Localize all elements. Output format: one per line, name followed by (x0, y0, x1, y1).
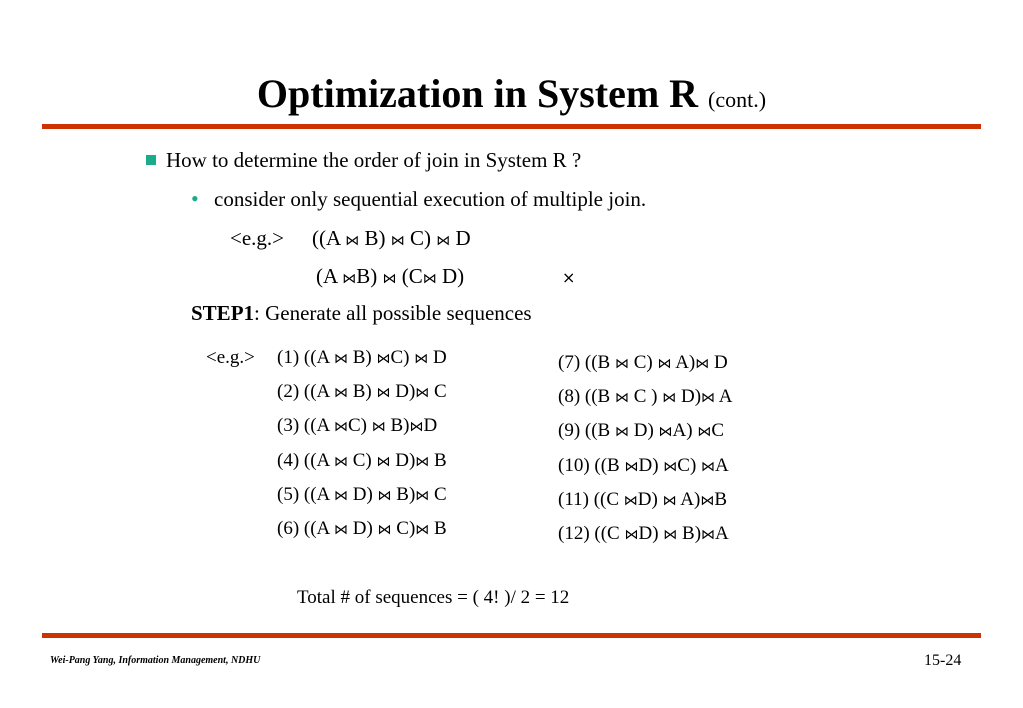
example-label: <e.g.> (230, 226, 285, 250)
join-icon: ⋈ (376, 454, 391, 470)
bullet-text-2: consider only sequential execution of multiple join. (214, 187, 647, 211)
join-icon: ⋈ (333, 488, 348, 504)
sequence-item-3: (3) ((A ⋈C) ⋈ B)⋈D (277, 415, 438, 436)
join-icon: ⋈ (333, 522, 348, 538)
total-sequences: Total # of sequences = ( 4! )/ 2 = 12 (297, 587, 570, 608)
sequence-item-7: (7) ((B ⋈ C) ⋈ A)⋈ D (558, 352, 728, 373)
join-icon: ⋈ (701, 527, 716, 543)
join-icon: ⋈ (663, 459, 678, 475)
sequence-item-9: (9) ((B ⋈ D) ⋈A) ⋈C (558, 420, 725, 441)
join-icon: ⋈ (415, 454, 430, 470)
join-icon: ⋈ (415, 488, 430, 504)
join-icon: ⋈ (376, 351, 391, 367)
footer-author: Wei-Pang Yang, Information Management, NDHU (50, 655, 261, 666)
join-icon: ⋈ (333, 454, 348, 470)
join-icon: ⋈ (422, 271, 437, 287)
title-sub: (cont.) (708, 87, 767, 112)
step1-line (191, 301, 532, 326)
sequence-item-8: (8) ((B ⋈ C ) ⋈ D)⋈ A (558, 386, 733, 407)
sequence-item-2: (2) ((A ⋈ B) ⋈ D)⋈ C (277, 381, 447, 402)
page-title (0, 70, 1023, 117)
example-expression-1: ((A ⋈ B) ⋈ C) ⋈ D (312, 226, 471, 250)
join-icon: ⋈ (333, 385, 348, 401)
join-icon: ⋈ (701, 459, 716, 475)
join-icon: ⋈ (342, 271, 357, 287)
join-icon: ⋈ (700, 493, 715, 509)
join-icon: ⋈ (658, 424, 673, 440)
sequence-example-label: <e.g.> (206, 347, 255, 368)
sequence-item-1: (1) ((A ⋈ B) ⋈C) ⋈ D (277, 347, 447, 368)
join-icon: ⋈ (436, 233, 451, 249)
join-icon: ⋈ (377, 488, 392, 504)
example-expression-2: (A ⋈B) ⋈ (C⋈ D) (316, 264, 465, 288)
step1-label: STEP1 (191, 301, 255, 325)
join-icon: ⋈ (695, 356, 710, 372)
join-icon: ⋈ (376, 385, 391, 401)
page-number: 15-24 (924, 652, 962, 669)
sequence-item-12: (12) ((C ⋈D) ⋈ B)⋈A (558, 523, 729, 544)
square-bullet-icon (146, 155, 156, 165)
join-icon: ⋈ (614, 356, 629, 372)
join-icon: ⋈ (345, 233, 360, 249)
join-icon: ⋈ (623, 493, 638, 509)
join-icon: ⋈ (614, 390, 629, 406)
join-icon: ⋈ (414, 351, 429, 367)
cross-product-icon: × (562, 268, 576, 287)
join-icon: ⋈ (390, 233, 405, 249)
title-main: Optimization in System R (256, 71, 699, 116)
join-icon: ⋈ (333, 419, 348, 435)
join-icon: ⋈ (377, 522, 392, 538)
sequence-item-5: (5) ((A ⋈ D) ⋈ B)⋈ C (277, 484, 447, 505)
join-icon: ⋈ (624, 459, 639, 475)
join-icon: ⋈ (382, 271, 397, 287)
bullet-text-1: How to determine the order of join in System R ? (166, 148, 582, 172)
join-icon: ⋈ (371, 419, 386, 435)
step1-text: : Generate all possible sequences (254, 301, 532, 325)
join-icon: ⋈ (415, 385, 430, 401)
join-icon: ⋈ (697, 424, 712, 440)
footer-divider (42, 633, 981, 638)
join-icon: ⋈ (701, 390, 716, 406)
join-icon: ⋈ (614, 424, 629, 440)
join-icon: ⋈ (624, 527, 639, 543)
title-divider (42, 124, 981, 129)
join-icon: ⋈ (662, 390, 677, 406)
sequence-item-4: (4) ((A ⋈ C) ⋈ D)⋈ B (277, 450, 447, 471)
sequence-item-11: (11) ((C ⋈D) ⋈ A)⋈B (558, 489, 728, 510)
join-icon: ⋈ (333, 351, 348, 367)
join-icon: ⋈ (657, 356, 672, 372)
sequence-item-6: (6) ((A ⋈ D) ⋈ C)⋈ B (277, 518, 447, 539)
join-icon: ⋈ (415, 522, 430, 538)
join-icon: ⋈ (409, 419, 424, 435)
join-icon: ⋈ (662, 493, 677, 509)
sequence-item-10: (10) ((B ⋈D) ⋈C) ⋈A (558, 455, 729, 476)
dot-bullet-icon: • (191, 186, 199, 211)
join-icon: ⋈ (663, 527, 678, 543)
